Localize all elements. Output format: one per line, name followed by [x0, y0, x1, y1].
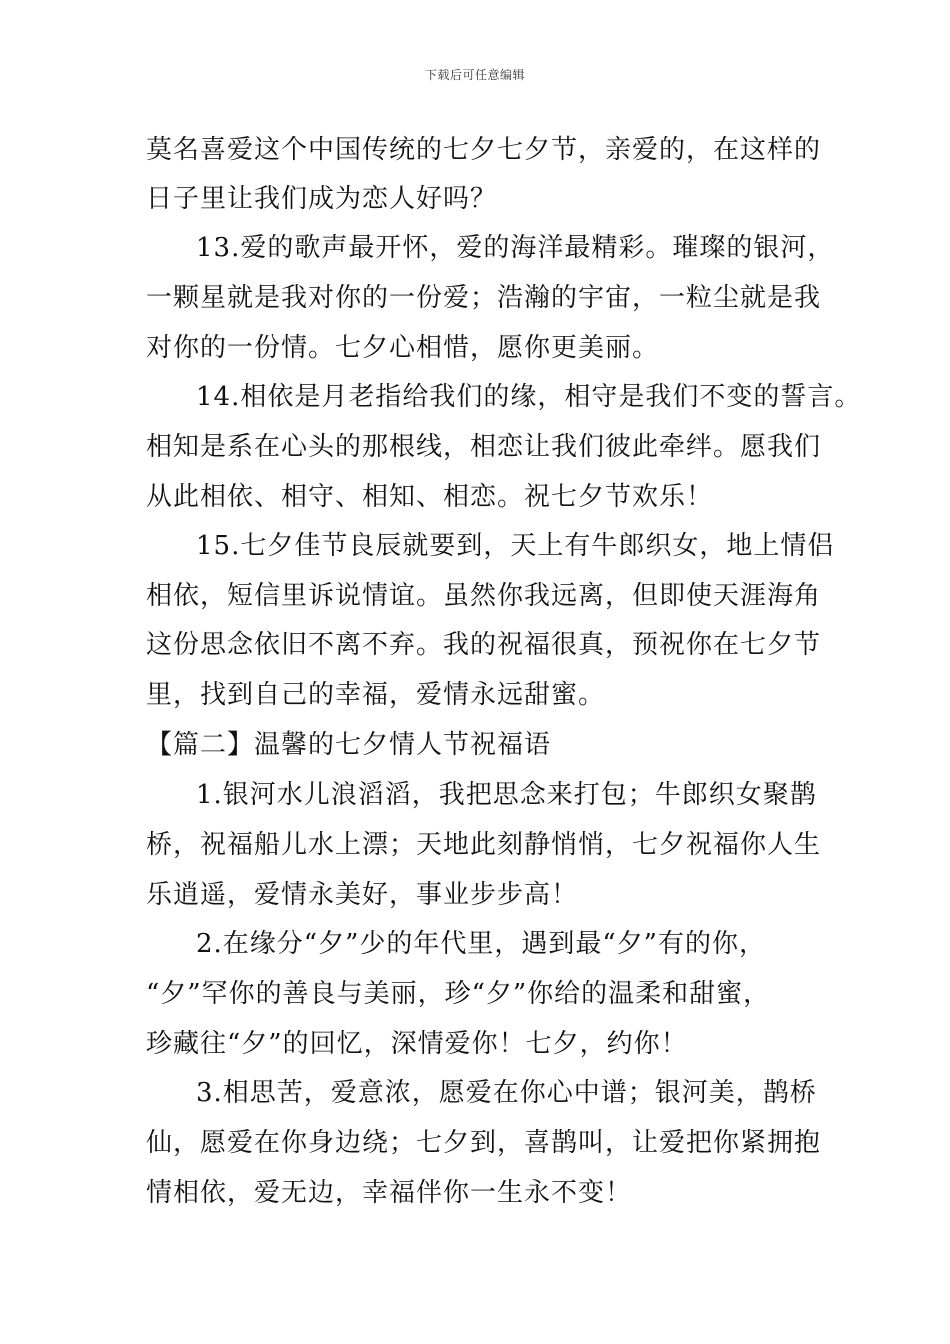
paragraph-2-start: 2.在缘分“夕”少的年代里，遇到最“夕”有的你， — [196, 929, 766, 959]
text-line: 里，找到自己的幸福，爱情永远甜蜜。 — [146, 680, 606, 710]
text-line: 一颗星就是我对你的一份爱；浩瀚的宇宙，一粒尘就是我 — [146, 283, 822, 313]
header-note: 下载后可任意编辑 — [424, 68, 525, 82]
text-line: 莫名喜爱这个中国传统的七夕七夕节，亲爱的，在这样的 — [146, 135, 822, 165]
paragraph-15-start: 15.七夕佳节良辰就要到，天上有牛郎织女，地上情侣 — [196, 531, 835, 561]
paragraph-3-start: 3.相思苦，爱意浓，愿爱在你心中谱；银河美，鹊桥 — [196, 1078, 817, 1108]
text-line: 乐逍遥，爱情永美好，事业步步高！ — [146, 880, 579, 910]
text-line: 对你的一份情。七夕心相惜，愿你更美丽。 — [146, 333, 660, 363]
text-line: 珍藏往“夕”的回忆，深情爱你！七夕，约你！ — [146, 1029, 688, 1059]
text-line: 情相依，爱无边，幸福伴你一生永不变！ — [146, 1178, 633, 1208]
text-line: 这份思念依旧不离不弃。我的祝福很真，预祝你在七夕节 — [146, 630, 822, 660]
paragraph-1-start: 1.银河水儿浪滔滔，我把思念来打包；牛郎织女聚鹊 — [196, 780, 817, 810]
section-heading: 【篇二】温馨的七夕情人节祝福语 — [146, 730, 552, 760]
paragraph-13-start: 13.爱的歌声最开怀，爱的海洋最精彩。璀璨的银河， — [196, 233, 835, 263]
text-line: “夕”罕你的善良与美丽，珍“夕”你给的温柔和甜蜜， — [146, 979, 771, 1009]
paragraph-14-start: 14.相依是月老指给我们的缘，相守是我们不变的誓言。 — [196, 382, 862, 412]
text-line: 相依，短信里诉说情谊。虽然你我远离，但即使天涯海角 — [146, 581, 822, 611]
text-line: 从此相依、相守、相知、相恋。祝七夕节欢乐！ — [146, 482, 714, 512]
text-line: 仙，愿爱在你身边绕；七夕到，喜鹊叫，让爱把你紧拥抱 — [146, 1128, 822, 1158]
text-line: 桥，祝福船儿水上漂；天地此刻静悄悄，七夕祝福你人生 — [146, 830, 822, 860]
text-line: 相知是系在心头的那根线，相恋让我们彼此牵绊。愿我们 — [146, 432, 822, 462]
text-line: 日子里让我们成为恋人好吗？ — [146, 184, 498, 214]
